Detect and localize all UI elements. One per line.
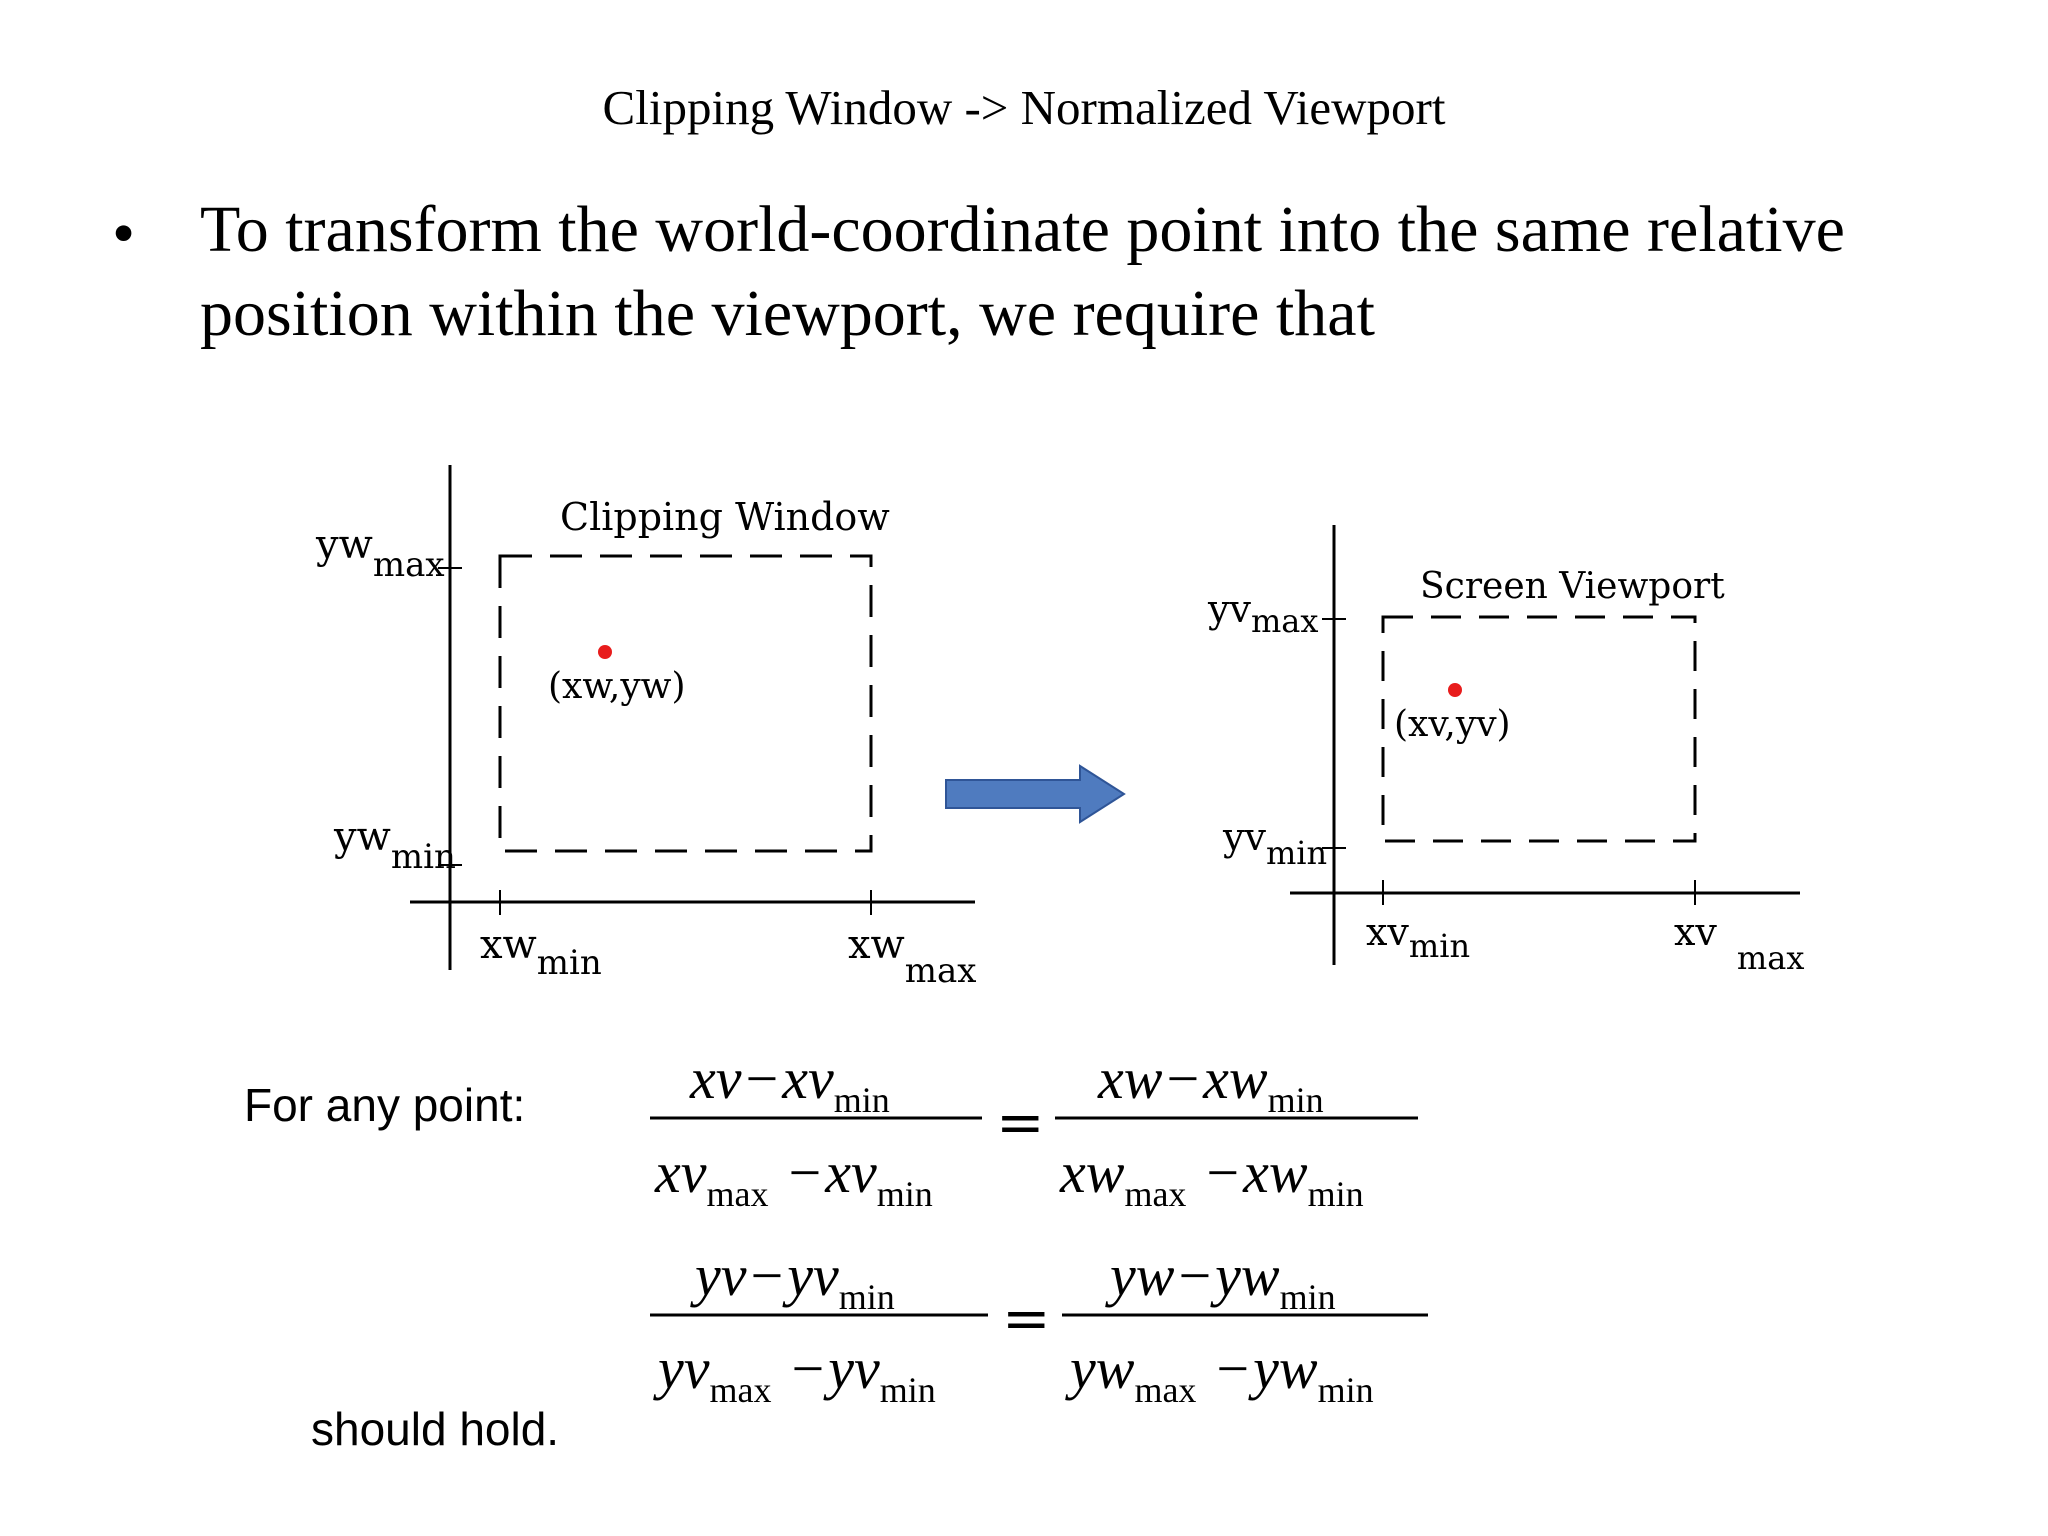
equations: [600, 1030, 1480, 1430]
equation-y: [650, 1243, 1428, 1410]
label-yv-max: $yv_{max}$: [1208, 587, 1319, 640]
should-hold-label: should hold.: [311, 1403, 560, 1455]
screen-viewport-diagram: [1180, 500, 1820, 1000]
world-point-label: (xw,yw): [548, 666, 686, 707]
label-yw-max: $yw_{max}$: [316, 522, 445, 585]
bullet-marker: •: [112, 197, 136, 270]
slide-title: Clipping Window -> Normalized Viewport: [602, 80, 1446, 135]
bullet-line-2: position within the viewport, we require that: [200, 277, 1375, 350]
transform-arrow: [940, 762, 1140, 832]
eq1-rhs-denominator: $xw_{max} -xw_{min}$: [1060, 1140, 1364, 1214]
eq2-rhs-denominator: $yw_{max} -yw_{min}$: [1070, 1336, 1374, 1410]
eq2-rhs-numerator: $yw-yw_{min}$: [1110, 1243, 1336, 1317]
viewport-point-label: (xv,yv): [1394, 704, 1511, 745]
bullet-line-1: To transform the world-coordinate point into the same relative: [200, 193, 1845, 266]
eq1-lhs-denominator: $xv_{max} -xv_{min}$: [655, 1140, 933, 1214]
label-yw-min: $yw_{min}$: [334, 814, 456, 877]
eq1-lhs-numerator: $xv-xv_{min}$: [690, 1046, 890, 1120]
eq2-equals: =: [1002, 1284, 1051, 1352]
world-point: [598, 645, 612, 659]
eq2-lhs-denominator: $yv_{max} -yv_{min}$: [658, 1336, 936, 1410]
for-any-point-label: For any point:: [244, 1079, 526, 1131]
label-yv-min: $yv_{min}$: [1223, 815, 1328, 872]
label-xw-min: $xw_{min}$: [480, 922, 602, 983]
label-xw-max: $xw_{max}$: [848, 922, 977, 991]
equation-x: [650, 1046, 1418, 1214]
eq1-equals: =: [996, 1088, 1045, 1156]
viewport-point: [1448, 683, 1462, 697]
bullet-text: [200, 188, 1960, 356]
eq2-lhs-numerator: $yv-yv_{min}$: [695, 1243, 895, 1317]
clipping-window-caption: Clipping Window: [560, 495, 890, 539]
label-xv-min: $xv_{min}$: [1366, 910, 1471, 965]
screen-viewport-caption: Screen Viewport: [1420, 566, 1725, 607]
clipping-window-diagram: [0, 440, 1010, 1000]
label-xv-max: $xv_{max}$: [1674, 910, 1805, 977]
eq1-rhs-numerator: $xw-xw_{min}$: [1098, 1046, 1324, 1120]
